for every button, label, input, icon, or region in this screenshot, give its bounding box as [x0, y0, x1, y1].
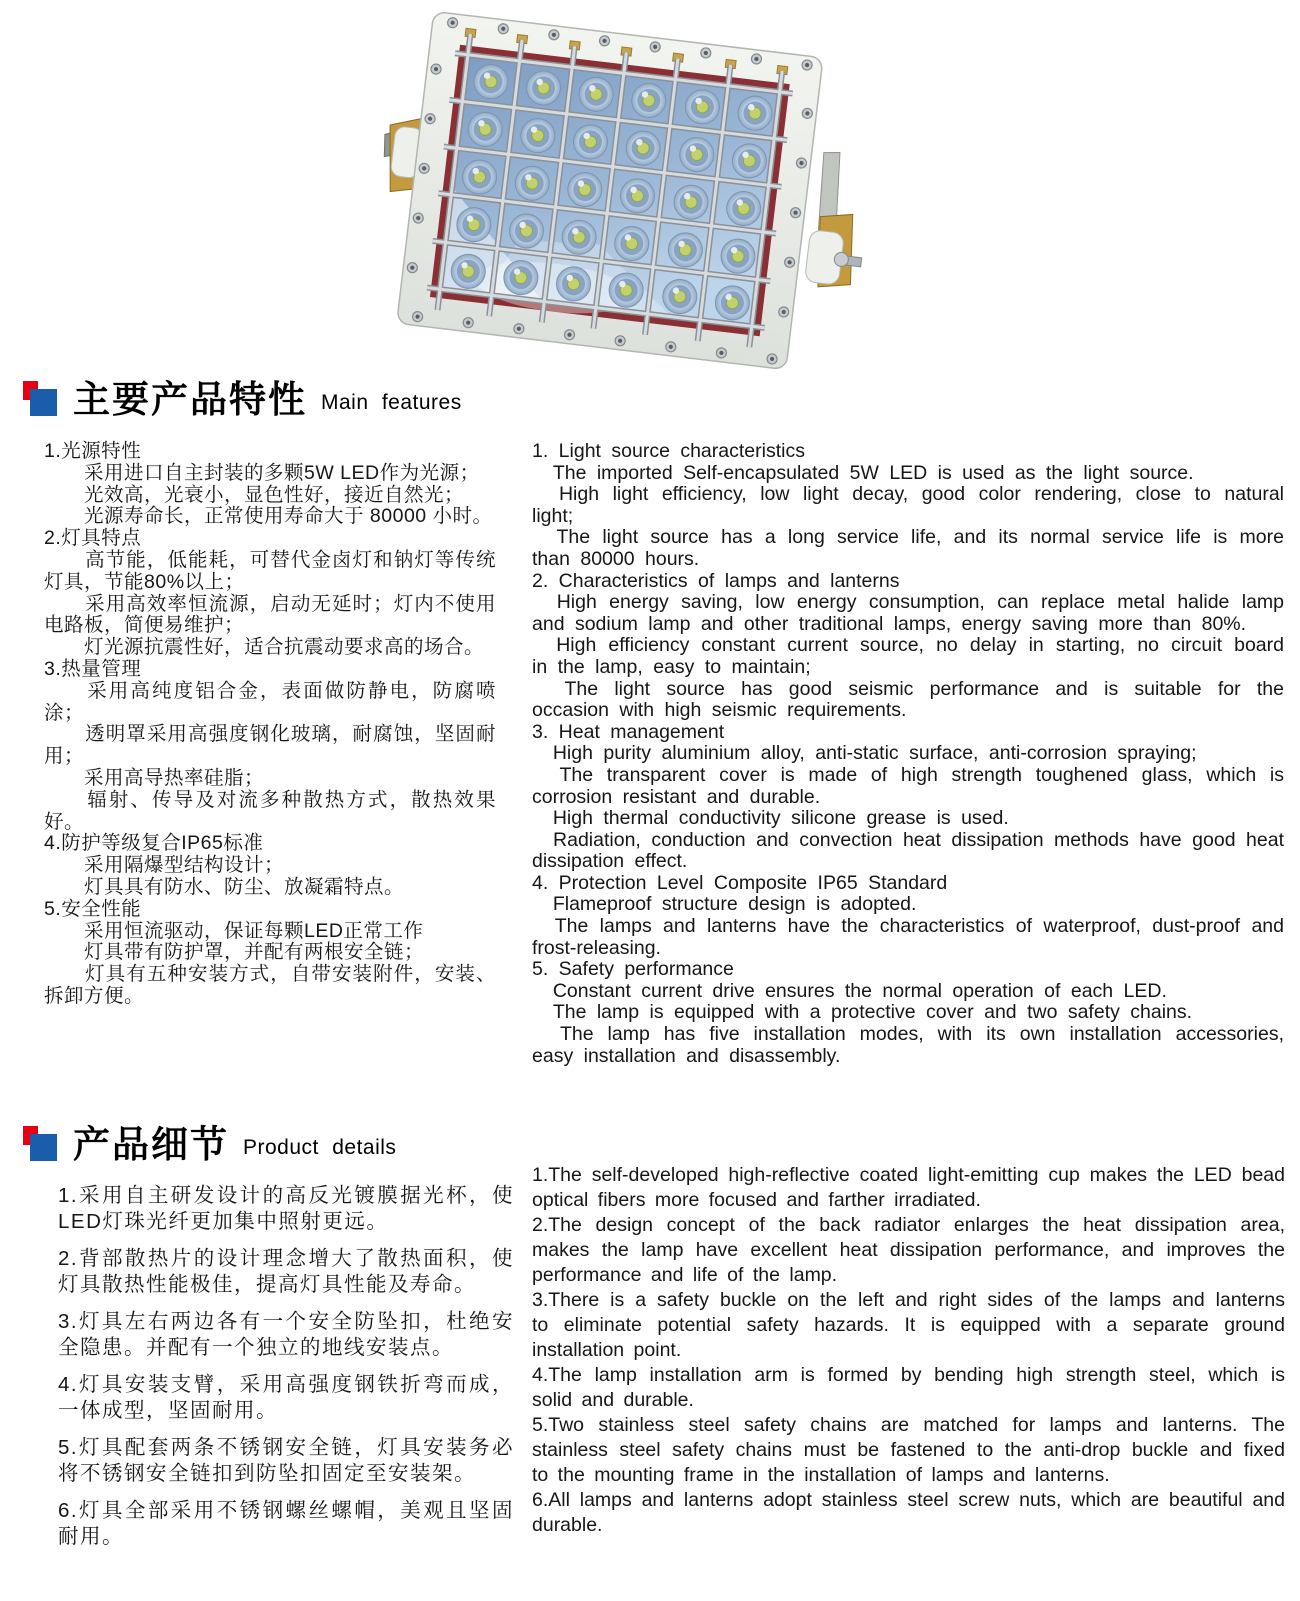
paragraph-zh: 5.安全性能 [44, 897, 142, 920]
paragraph-en: 3. Heat management [532, 720, 725, 743]
paragraph-en: 5. Safety performance [532, 958, 734, 981]
paragraph-zh: 光源寿命长，正常使用寿命大于 80000 小时。 [44, 505, 493, 528]
paragraph-zh: 透明罩采用高强度钢化玻璃，耐腐蚀，坚固耐用； [44, 723, 496, 768]
main-features-zh-column [44, 441, 496, 1008]
paragraph-zh: 光效高，光衰小，显色性好，接近自然光； [44, 483, 465, 506]
paragraph-en: 2. Characteristics of lamps and lanterns [532, 569, 900, 592]
paragraph-en: 4. Protection Level Composite IP65 Standard [532, 871, 948, 894]
blue-square-icon [30, 1134, 57, 1161]
paragraph-zh: 4.防护等级复合IP65标准 [44, 832, 264, 855]
paragraph-en: High energy saving, low energy consumption, can replace metal halide lamp and sodium lamp and other traditional lamps, energy saving more than 80%. [532, 591, 1284, 635]
paragraph-zh: 采用高导热率硅脂； [44, 766, 265, 789]
paragraph-zh: 1.采用自主研发设计的高反光镀膜据光杯，使LED灯珠光纤更加集中照射更远。 [58, 1184, 514, 1233]
paragraph-en: The lamps and lanterns have the characteristics of waterproof, dust-proof and frost-releasing. [532, 915, 1284, 959]
paragraph-en: High efficiency constant current source, no delay in starting, no circuit board in the lamp, easy to maintain; [532, 634, 1284, 678]
paragraph-en: The lamp has five installation modes, with its own installation accessories, easy installation and disassembly. [532, 1023, 1284, 1067]
paragraph-zh: 采用恒流驱动，保证每颗LED正常工作 [44, 919, 424, 942]
section-marker-icon [23, 381, 59, 418]
paragraph-en: The lamp is equipped with a protective cover and two safety chains. [532, 1001, 1193, 1024]
paragraph-en: 3.There is a safety buckle on the left and right sides of the lamps and lanterns to eliminate potential safety hazards. It is equipped with a separate ground installation point. [532, 1289, 1285, 1361]
product-photo [355, 0, 940, 418]
paragraph-en: High purity aluminium alloy, anti-static surface, anti-corrosion spraying; [532, 742, 1197, 765]
paragraph-zh: 采用隔爆型结构设计； [44, 854, 285, 877]
paragraph-zh: 灯光源抗震性好，适合抗震动要求高的场合。 [44, 636, 485, 659]
paragraph-zh: 1.光源特性 [44, 440, 142, 462]
paragraph-en: 5.Two stainless steel safety chains are matched for lamps and lanterns. The stainless steel safety chains must be fastened to the anti-drop buckle and fixed to the mounting frame in the installation of lamps and lanterns. [532, 1414, 1285, 1486]
paragraph-zh: 3.热量管理 [44, 657, 142, 680]
paragraph-zh: 2.背部散热片的设计理念增大了散热面积，使灯具散热性能极佳，提高灯具性能及寿命。 [58, 1247, 514, 1296]
paragraph-en: The light source has a long service life, and its normal service life is more than 80000 hours. [532, 526, 1284, 570]
section-marker-icon [23, 1126, 59, 1163]
paragraph-zh: 5.灯具配套两条不锈钢安全链，灯具安装务必将不锈钢安全链扣到防坠扣固定至安装架。 [58, 1436, 514, 1485]
paragraph-en: High thermal conductivity silicone grease is used. [532, 807, 1009, 830]
paragraph-en: High light efficiency, low light decay, good color rendering, close to natural light; [532, 483, 1284, 527]
paragraph-zh: 灯具有五种安装方式，自带安装附件，安装、拆卸方便。 [44, 963, 496, 1007]
paragraph-zh: 采用高纯度铝合金，表面做防静电，防腐喷涂； [44, 679, 496, 724]
paragraph-en: The transparent cover is made of high strength toughened glass, which is corrosion resistant and durable. [532, 763, 1284, 808]
paragraph-zh: 6.灯具全部采用不锈钢螺丝螺帽，美观且坚固耐用。 [58, 1499, 514, 1548]
paragraph-zh: 3.灯具左右两边各有一个安全防坠扣，杜绝安全隐患。并配有一个独立的地线安装点。 [58, 1310, 514, 1359]
paragraph-zh: 4.灯具安装支臂，采用高强度钢铁折弯而成，一体成型，坚固耐用。 [58, 1373, 514, 1422]
paragraph-zh: 高节能，低能耗，可替代金卤灯和钠灯等传统灯具，节能80%以上； [44, 548, 496, 593]
paragraph-en: 1. Light source characteristics [532, 440, 805, 462]
section-title-zh: 产品细节 [73, 1124, 229, 1165]
floodlight-body [363, 7, 885, 377]
paragraph-en: Radiation, conduction and convection heat dissipation methods have good heat dissipation effect. [532, 828, 1284, 873]
product-details-en-column [532, 1163, 1285, 1538]
paragraph-zh: 2.灯具特点 [44, 527, 142, 550]
paragraph-en: 2.The design concept of the back radiator enlarges the heat dissipation area, makes the lamp have excellent heat dissipation performance, and improves the performance and life of the lamp. [532, 1214, 1285, 1286]
section-title-en: Main features [321, 391, 462, 414]
paragraph-zh: 采用高效率恒流源，启动无延时；灯内不使用电路板，简便易维护； [44, 592, 496, 637]
paragraph-zh: 采用进口自主封装的多颗5W LED作为光源； [44, 461, 480, 484]
paragraph-en: 4.The lamp installation arm is formed by bending high strength steel, which is solid and durable. [532, 1364, 1285, 1411]
section-title-en: Product details [243, 1136, 397, 1159]
paragraph-en: 6.All lamps and lanterns adopt stainless steel screw nuts, which are beautiful and durable. [532, 1489, 1285, 1536]
paragraph-en: Constant current drive ensures the normal operation of each LED. [532, 979, 1167, 1002]
blue-square-icon [30, 389, 57, 416]
section-header-product-details [23, 1126, 396, 1163]
paragraph-zh: 辐射、传导及对流多种散热方式，散热效果好。 [44, 788, 496, 833]
paragraph-en: 1.The self-developed high-reflective coated light-emitting cup makes the LED bead optical fibers more focused and farther irradiated. [532, 1164, 1285, 1211]
paragraph-en: The imported Self-encapsulated 5W LED is used as the light source. [532, 461, 1194, 484]
main-features-en-column [532, 441, 1284, 1067]
product-details-zh-column [58, 1183, 514, 1561]
section-title-zh: 主要产品特性 [73, 379, 307, 420]
paragraph-zh: 灯具具有防水、防尘、放凝霜特点。 [44, 875, 405, 898]
paragraph-en: The light source has good seismic performance and is suitable for the occasion with high seismic requirements. [532, 677, 1284, 722]
paragraph-en: Flameproof structure design is adopted. [532, 893, 917, 916]
section-header-main-features [23, 381, 462, 418]
paragraph-zh: 灯具带有防护罩，并配有两根安全链； [44, 941, 425, 964]
